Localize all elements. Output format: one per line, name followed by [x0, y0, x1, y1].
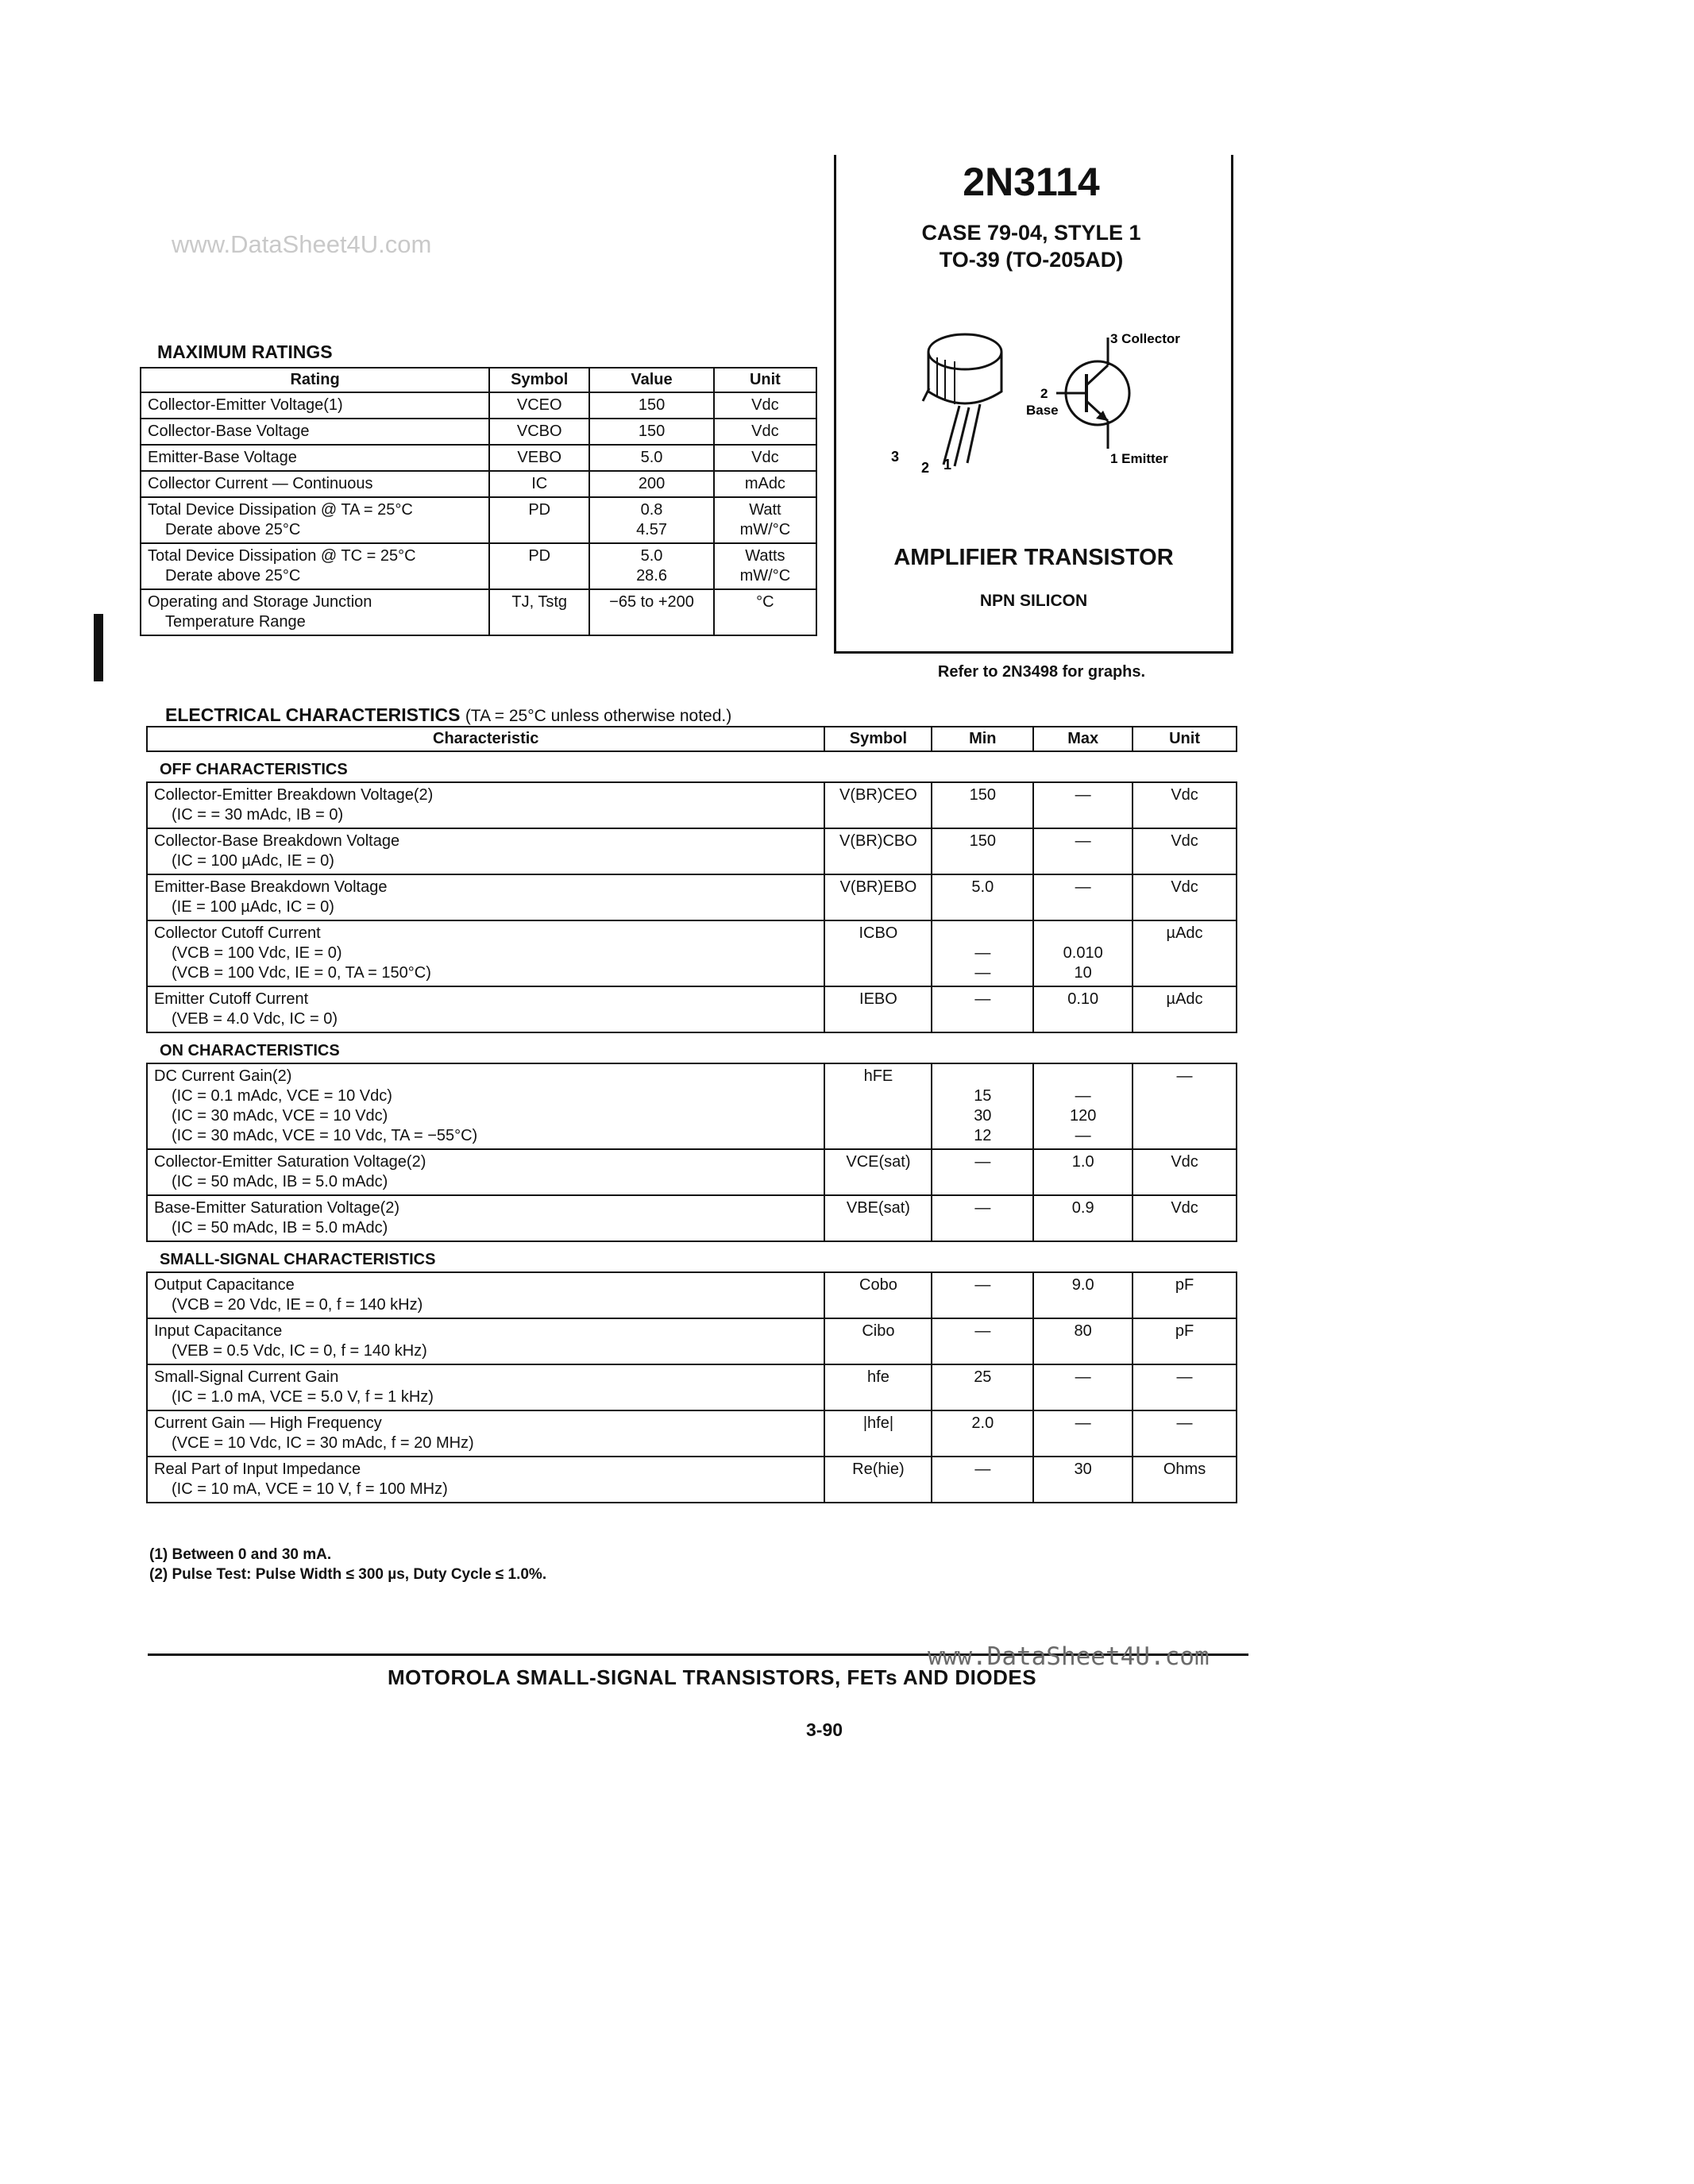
footnote-1: (1) Between 0 and 30 mA.	[149, 1546, 332, 1563]
unit-cell: pF	[1133, 1272, 1237, 1318]
table-row	[147, 782, 1237, 828]
to39-package-drawing	[923, 334, 1001, 466]
value-line: 5.0	[640, 547, 663, 565]
unit-cell: Vdc	[1133, 1149, 1237, 1195]
unit-subline: mW/°C	[739, 521, 791, 538]
value-cell	[589, 497, 713, 543]
table-row	[147, 920, 1237, 986]
symbol-cell: IC	[489, 471, 589, 497]
header-max: Max	[1033, 727, 1133, 751]
char-name: Collector-Emitter Saturation Voltage(2)	[154, 1153, 426, 1171]
rating-cell: Collector-Base Voltage	[141, 419, 489, 445]
char-condition: (VEB = 4.0 Vdc, IC = 0)	[172, 1010, 338, 1028]
char-condition: (IC = 50 mAdc, IB = 5.0 mAdc)	[172, 1173, 388, 1190]
unit-cell: Vdc	[714, 445, 816, 471]
table-row	[141, 589, 816, 635]
char-condition: (IC = 0.1 mAdc, VCE = 10 Vdc)	[172, 1087, 392, 1105]
unit-subline: mW/°C	[739, 567, 791, 585]
table-header-row	[141, 368, 816, 392]
unit-cell: Vdc	[1133, 1195, 1237, 1241]
table-row	[147, 1272, 1237, 1318]
rating-line: Total Device Dissipation @ TC = 25°C	[148, 547, 416, 565]
char-name: Collector-Emitter Breakdown Voltage(2)	[154, 786, 434, 804]
section-on-title: ON CHARACTERISTICS	[160, 1042, 340, 1059]
npn-schematic-symbol	[1056, 338, 1129, 449]
char-condition: (IC = 50 mAdc, IB = 5.0 mAdc)	[172, 1219, 388, 1237]
min-cell: 25	[932, 1364, 1033, 1410]
table-row	[147, 1149, 1237, 1195]
max-ratings-title: MAXIMUM RATINGS	[157, 341, 333, 362]
symbol-cell: |hfe|	[824, 1410, 932, 1457]
char-condition: (VCE = 10 Vdc, IC = 30 mAdc, f = 20 MHz)	[172, 1434, 474, 1452]
char-condition: (IC = 30 mAdc, VCE = 10 Vdc)	[172, 1107, 388, 1125]
unit-line: Watt	[749, 501, 781, 519]
unit-cell: —	[1133, 1063, 1237, 1149]
symbol-cell: VBE(sat)	[824, 1195, 932, 1241]
table-row	[141, 471, 816, 497]
header-value: Value	[589, 368, 713, 392]
header-min: Min	[932, 727, 1033, 751]
table-header-row	[147, 727, 1237, 751]
symbol-cell: VCBO	[489, 419, 589, 445]
pkg-pin-1: 1	[943, 457, 952, 473]
value-cell: 200	[589, 471, 713, 497]
symbol-cell: hFE	[824, 1063, 932, 1149]
rating-subline: Derate above 25°C	[165, 567, 301, 585]
unit-cell: °C	[714, 589, 816, 635]
package-and-schematic-diagram	[882, 322, 1215, 488]
table-row	[141, 445, 816, 471]
table-row	[141, 497, 816, 543]
device-material: NPN SILICON	[979, 592, 1088, 610]
unit-cell: µAdc	[1133, 920, 1237, 986]
pkg-pin-2: 2	[921, 460, 930, 476]
header-characteristic: Characteristic	[147, 727, 824, 751]
characteristic-cell	[147, 1318, 824, 1364]
rating-cell	[141, 543, 489, 589]
header-rating: Rating	[141, 368, 489, 392]
min-line: —	[974, 964, 991, 982]
value-cell: 5.0	[589, 445, 713, 471]
characteristic-cell	[147, 1410, 824, 1457]
symbol-cell: Cibo	[824, 1318, 932, 1364]
min-line: 12	[974, 1127, 992, 1144]
symbol-cell: TJ, Tstg	[489, 589, 589, 635]
electrical-characteristics-table	[146, 726, 1237, 1503]
char-name: Small-Signal Current Gain	[154, 1368, 339, 1386]
rating-line: Operating and Storage Junction	[148, 593, 372, 611]
unit-cell	[714, 543, 816, 589]
min-cell: 150	[932, 828, 1033, 874]
rating-line: Total Device Dissipation @ TA = 25°C	[148, 501, 413, 519]
table-row	[141, 419, 816, 445]
min-cell	[932, 920, 1033, 986]
unit-cell: —	[1133, 1410, 1237, 1457]
min-cell: 150	[932, 782, 1033, 828]
value-cell: 150	[589, 392, 713, 419]
char-condition: (VEB = 0.5 Vdc, IC = 0, f = 140 kHz)	[172, 1342, 427, 1360]
section-row	[147, 1241, 1237, 1272]
case-line-2: TO-39 (TO-205AD)	[939, 248, 1124, 272]
characteristic-cell	[147, 1364, 824, 1410]
min-cell: —	[932, 986, 1033, 1032]
revision-bar	[94, 614, 103, 681]
symbol-cell: V(BR)CBO	[824, 828, 932, 874]
char-condition: (VCB = 20 Vdc, IE = 0, f = 140 kHz)	[172, 1296, 423, 1314]
max-cell: 0.9	[1033, 1195, 1133, 1241]
unit-cell: Ohms	[1133, 1457, 1237, 1503]
rating-cell: Collector Current — Continuous	[141, 471, 489, 497]
unit-cell: —	[1133, 1364, 1237, 1410]
watermark-bottom: www.DataSheet4U.com	[928, 1642, 1210, 1671]
char-name: Real Part of Input Impedance	[154, 1461, 361, 1478]
unit-cell: Vdc	[714, 392, 816, 419]
symbol-cell: PD	[489, 497, 589, 543]
max-cell: 30	[1033, 1457, 1133, 1503]
max-line: 0.010	[1063, 944, 1103, 962]
max-cell: —	[1033, 828, 1133, 874]
symbol-cell: IEBO	[824, 986, 932, 1032]
table-row	[147, 1410, 1237, 1457]
unit-cell: Vdc	[1133, 828, 1237, 874]
rating-cell	[141, 497, 489, 543]
pkg-pin-3: 3	[891, 449, 900, 465]
max-cell: —	[1033, 874, 1133, 920]
symbol-cell: V(BR)EBO	[824, 874, 932, 920]
pin-emitter-label: 1 Emitter	[1110, 451, 1168, 466]
footer-title: MOTOROLA SMALL-SIGNAL TRANSISTORS, FETs AND DIODES	[388, 1665, 1037, 1689]
char-name: Output Capacitance	[154, 1276, 295, 1294]
char-name: Collector Cutoff Current	[154, 924, 321, 942]
min-cell: —	[932, 1457, 1033, 1503]
char-name: Input Capacitance	[154, 1322, 283, 1340]
char-condition: (IE = 100 µAdc, IC = 0)	[172, 898, 334, 916]
min-cell	[932, 1063, 1033, 1149]
char-condition: (IC = 30 mAdc, VCE = 10 Vdc, TA = −55°C)	[172, 1127, 478, 1144]
device-type: AMPLIFIER TRANSISTOR	[893, 545, 1174, 570]
symbol-cell: VCEO	[489, 392, 589, 419]
min-cell: 2.0	[932, 1410, 1033, 1457]
unit-line: Watts	[745, 547, 785, 565]
table-row	[141, 392, 816, 419]
char-name: Emitter-Base Breakdown Voltage	[154, 878, 388, 896]
symbol-cell: ICBO	[824, 920, 932, 986]
pin-collector-label: 3 Collector	[1110, 331, 1180, 346]
table-row	[147, 1318, 1237, 1364]
elec-char-title	[165, 704, 731, 726]
refer-note: Refer to 2N3498 for graphs.	[937, 663, 1146, 681]
value-subline: 28.6	[636, 567, 667, 585]
char-condition: (IC = 100 µAdc, IE = 0)	[172, 852, 334, 870]
min-cell: —	[932, 1149, 1033, 1195]
max-line: —	[1075, 1127, 1091, 1144]
char-condition: (VCB = 100 Vdc, IE = 0)	[172, 944, 342, 962]
max-cell	[1033, 920, 1133, 986]
symbol-cell: hfe	[824, 1364, 932, 1410]
rating-subline: Derate above 25°C	[165, 521, 301, 538]
unit-cell: mAdc	[714, 471, 816, 497]
table-row	[147, 1195, 1237, 1241]
header-symbol: Symbol	[489, 368, 589, 392]
char-condition: (VCB = 100 Vdc, IE = 0, TA = 150°C)	[172, 964, 431, 982]
symbol-cell: VCE(sat)	[824, 1149, 932, 1195]
section-off-title: OFF CHARACTERISTICS	[160, 761, 348, 778]
section-row	[147, 1032, 1237, 1063]
header-unit: Unit	[714, 368, 816, 392]
max-line: 10	[1074, 964, 1092, 982]
max-line: —	[1075, 1087, 1091, 1105]
char-name: Base-Emitter Saturation Voltage(2)	[154, 1199, 400, 1217]
symbol-cell: Cobo	[824, 1272, 932, 1318]
max-cell	[1033, 1063, 1133, 1149]
unit-cell	[714, 497, 816, 543]
table-row	[147, 828, 1237, 874]
characteristic-cell	[147, 874, 824, 920]
table-row	[147, 1063, 1237, 1149]
characteristic-cell	[147, 1195, 824, 1241]
max-cell: —	[1033, 1364, 1133, 1410]
table-row	[147, 874, 1237, 920]
unit-cell: Vdc	[1133, 782, 1237, 828]
watermark-top: www.DataSheet4U.com	[172, 230, 432, 258]
min-line: 30	[974, 1107, 992, 1125]
max-cell: 9.0	[1033, 1272, 1133, 1318]
pin-base-number: 2	[1040, 386, 1048, 401]
elec-char-title-note: (TA = 25°C unless otherwise noted.)	[465, 707, 732, 725]
rating-subline: Temperature Range	[165, 613, 306, 631]
char-name: Collector-Base Breakdown Voltage	[154, 832, 400, 850]
characteristic-cell	[147, 986, 824, 1032]
unit-cell: µAdc	[1133, 986, 1237, 1032]
max-cell: 1.0	[1033, 1149, 1133, 1195]
characteristic-cell	[147, 1063, 824, 1149]
char-name: Emitter Cutoff Current	[154, 990, 309, 1008]
char-condition: (IC = 10 mA, VCE = 10 V, f = 100 MHz)	[172, 1480, 448, 1498]
max-cell: 0.10	[1033, 986, 1133, 1032]
unit-cell: pF	[1133, 1318, 1237, 1364]
unit-cell: Vdc	[714, 419, 816, 445]
min-cell: —	[932, 1195, 1033, 1241]
header-unit: Unit	[1133, 727, 1237, 751]
char-name: Current Gain — High Frequency	[154, 1414, 382, 1432]
characteristic-cell	[147, 1457, 824, 1503]
symbol-cell: VEBO	[489, 445, 589, 471]
value-cell: 150	[589, 419, 713, 445]
max-cell: —	[1033, 1410, 1133, 1457]
rating-cell: Emitter-Base Voltage	[141, 445, 489, 471]
page-number: 3-90	[806, 1719, 843, 1740]
max-cell: 80	[1033, 1318, 1133, 1364]
symbol-cell: V(BR)CEO	[824, 782, 932, 828]
max-line: 120	[1069, 1107, 1097, 1125]
rating-cell: Collector-Emitter Voltage(1)	[141, 392, 489, 419]
char-condition: (IC = 1.0 mA, VCE = 5.0 V, f = 1 kHz)	[172, 1388, 434, 1406]
max-cell: —	[1033, 782, 1133, 828]
characteristic-cell	[147, 828, 824, 874]
footnote-2: (2) Pulse Test: Pulse Width ≤ 300 µs, Duty Cycle ≤ 1.0%.	[149, 1566, 547, 1583]
elec-char-title-text: ELECTRICAL CHARACTERISTICS	[165, 704, 461, 725]
section-row	[147, 751, 1237, 782]
characteristic-cell	[147, 1149, 824, 1195]
part-number: 2N3114	[963, 160, 1100, 204]
value-cell: −65 to +200	[589, 589, 713, 635]
table-row	[141, 543, 816, 589]
table-row	[147, 986, 1237, 1032]
unit-cell: Vdc	[1133, 874, 1237, 920]
symbol-cell: Re(hie)	[824, 1457, 932, 1503]
case-line-1: CASE 79-04, STYLE 1	[921, 221, 1141, 245]
char-condition: (IC = = 30 mAdc, IB = 0)	[172, 806, 344, 824]
characteristic-cell	[147, 782, 824, 828]
min-cell: —	[932, 1318, 1033, 1364]
max-ratings-table	[140, 367, 817, 636]
rating-cell	[141, 589, 489, 635]
characteristic-cell	[147, 1272, 824, 1318]
section-small-signal-title: SMALL-SIGNAL CHARACTERISTICS	[160, 1251, 436, 1268]
min-cell: —	[932, 1272, 1033, 1318]
value-line: 0.8	[640, 501, 663, 519]
symbol-cell: PD	[489, 543, 589, 589]
min-line: —	[974, 944, 991, 962]
table-row	[147, 1457, 1237, 1503]
min-cell: 5.0	[932, 874, 1033, 920]
min-line: 15	[974, 1087, 992, 1105]
header-symbol: Symbol	[824, 727, 932, 751]
value-cell	[589, 543, 713, 589]
value-subline: 4.57	[636, 521, 667, 538]
table-row	[147, 1364, 1237, 1410]
characteristic-cell	[147, 920, 824, 986]
pin-base-label: Base	[1026, 403, 1059, 418]
char-name: DC Current Gain(2)	[154, 1067, 292, 1085]
